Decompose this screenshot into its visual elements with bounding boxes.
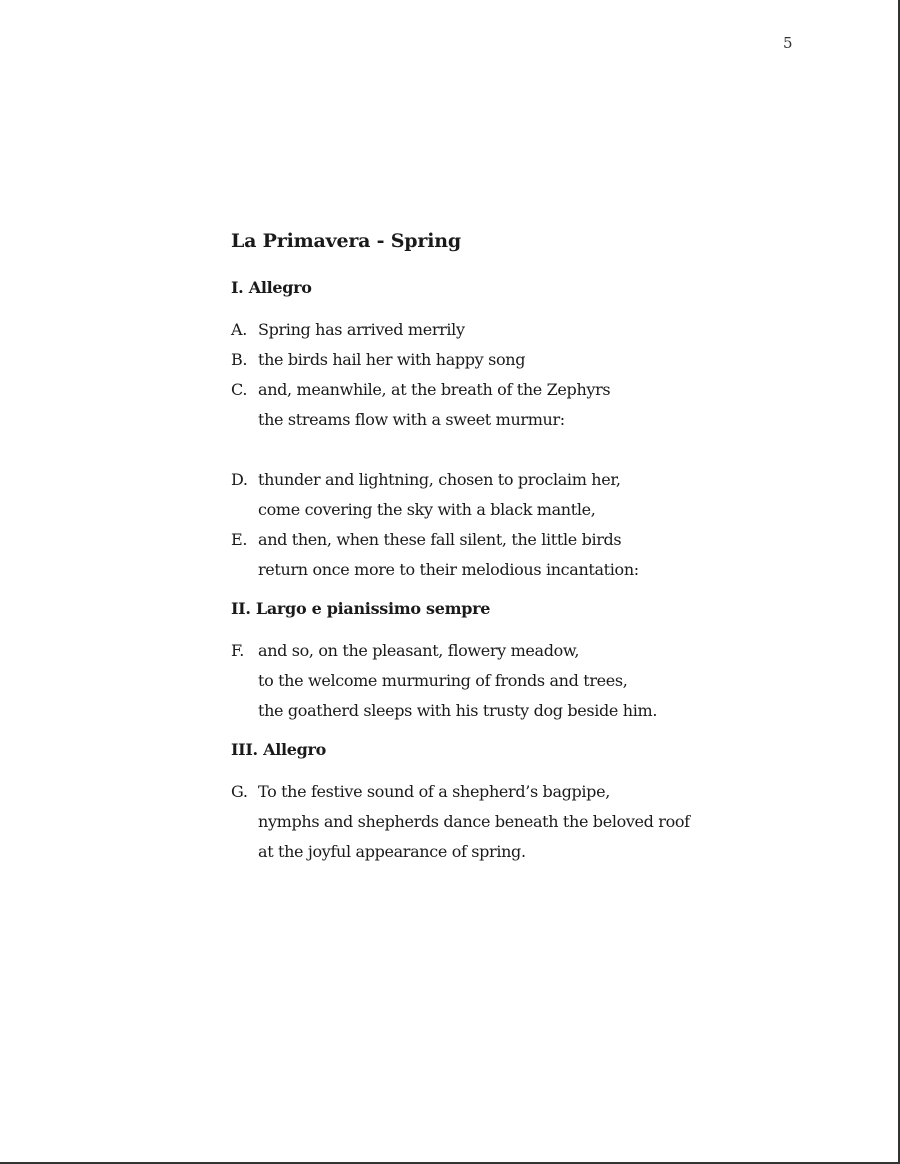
verse-line: the birds hail her with happy song [258,350,526,369]
page-title: La Primavera - Spring [231,230,461,252]
movement-1-verses [231,315,751,585]
verse-marker: F. [231,641,244,660]
verse-f [231,636,751,666]
verse-marker: B. [231,350,248,369]
verse-line: the streams flow with a sweet murmur: [258,410,565,429]
movement-3-verses [231,777,751,867]
verse-marker: E. [231,530,248,549]
verse-c-continued [231,405,751,435]
verse-line: and so, on the pleasant, flowery meadow, [258,641,580,660]
verse-line: nymphs and shepherds dance beneath the beloved roof [258,812,690,831]
movement-heading-3: III. Allegro [231,740,327,759]
verse-c [231,375,751,405]
verse-marker: G. [231,782,248,801]
verse-f-continued-2 [231,696,751,726]
movement-2-verses [231,636,751,726]
verse-b [231,345,751,375]
verse-line: thunder and lightning, chosen to proclaim her, [258,470,621,489]
verse-line: the goatherd sleeps with his trusty dog beside him. [258,701,658,720]
verse-d [231,465,751,495]
movement-heading-1: I. Allegro [231,278,312,297]
verse-line: To the festive sound of a shepherd’s bagpipe, [258,782,610,801]
verse-line: Spring has arrived merrily [258,320,465,339]
verse-d-continued [231,495,751,525]
verse-line: return once more to their melodious incantation: [258,560,639,579]
verse-marker: C. [231,380,248,399]
verse-line: and, meanwhile, at the breath of the Zephyrs [258,380,611,399]
verse-marker: A. [231,320,247,339]
verse-f-continued-1 [231,666,751,696]
verse-g [231,777,751,807]
verse-g-continued-2 [231,837,751,867]
poem-content [231,230,751,867]
movement-heading-2: II. Largo e pianissimo sempre [231,599,491,618]
page-number: 5 [783,34,793,52]
verse-line: at the joyful appearance of spring. [258,842,526,861]
verse-line: and then, when these fall silent, the little birds [258,530,622,549]
verse-line: to the welcome murmuring of fronds and trees, [258,671,628,690]
verse-e [231,525,751,555]
verse-g-continued-1 [231,807,751,837]
verse-marker: D. [231,470,248,489]
verse-e-continued [231,555,751,585]
verse-line: come covering the sky with a black mantle, [258,500,596,519]
verse-a [231,315,751,345]
